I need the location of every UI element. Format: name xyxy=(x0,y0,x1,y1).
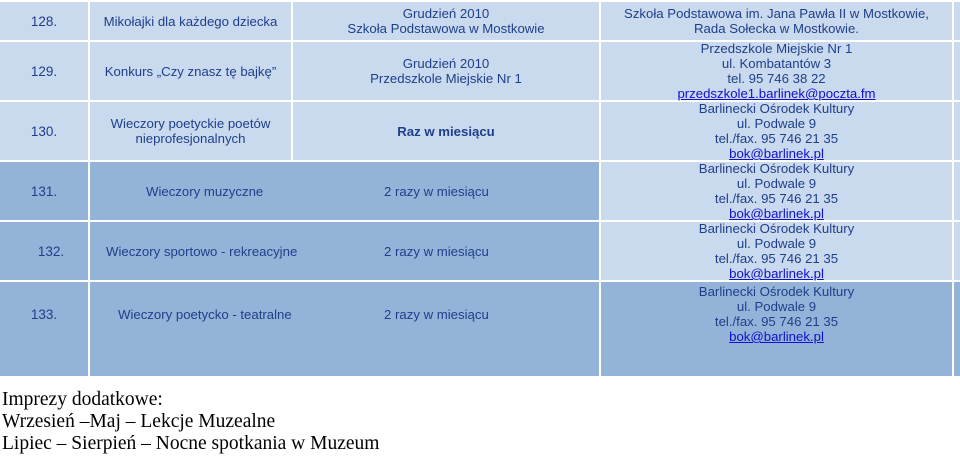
event-name: Konkurs „Czy znasz tę bajkę” xyxy=(104,63,277,79)
event-date-line: Przedszkole Miejskie Nr 1 xyxy=(370,71,522,86)
organizer-line: tel./fax. 95 746 21 35 xyxy=(714,191,839,206)
event-frequency: 2 razy w miesiącu xyxy=(384,183,489,199)
event-name: Wieczory poetycko - teatralne xyxy=(118,306,292,322)
organizer-line: ul. Kombatantów 3 xyxy=(721,56,832,71)
additional-events xyxy=(2,389,379,455)
event-frequency: 2 razy w miesiącu xyxy=(384,306,489,322)
event-frequency: 2 razy w miesiącu xyxy=(384,243,489,259)
row-number: 129. xyxy=(30,63,58,79)
organizer xyxy=(601,102,952,160)
organizer-line: Barlinecki Ośrodek Kultury xyxy=(698,101,855,116)
organizer xyxy=(601,222,952,280)
organizer xyxy=(601,2,952,40)
organizer-line: Przedszkole Miejskie Nr 1 xyxy=(700,41,853,56)
organizer-email-link[interactable]: bok@barlinek.pl xyxy=(729,146,824,161)
event-name-line: nieprofesjonalnych xyxy=(135,131,246,146)
event-date xyxy=(293,2,599,40)
event-name: Mikołajki dla każdego dziecka xyxy=(103,13,278,29)
organizer xyxy=(601,42,952,100)
organizer-line: Szkoła Podstawowa im. Jana Pawła II w Mostkowie, xyxy=(624,6,929,21)
organizer xyxy=(601,162,952,220)
organizer-line: tel. 95 746 38 22 xyxy=(727,71,826,86)
event-frequency: Raz w miesiącu xyxy=(397,123,495,139)
grid-line xyxy=(952,0,954,378)
organizer-email-link[interactable]: bok@barlinek.pl xyxy=(729,266,824,281)
organizer xyxy=(601,282,952,346)
additional-event-line: Lipiec – Sierpień – Nocne spotkania w Muzeum xyxy=(2,433,380,454)
grid-line xyxy=(0,376,960,378)
row-number: 133. xyxy=(30,306,58,322)
event-date-line: Grudzień 2010 xyxy=(402,56,490,71)
organizer-line: ul. Podwale 9 xyxy=(736,236,817,251)
organizer-line: tel./fax. 95 746 21 35 xyxy=(714,131,839,146)
event-date-line: Grudzień 2010 xyxy=(402,6,490,21)
organizer-line: tel./fax. 95 746 21 35 xyxy=(714,251,839,266)
row-number: 130. xyxy=(30,123,58,139)
organizer-line: Barlinecki Ośrodek Kultury xyxy=(698,161,855,176)
row-number: 128. xyxy=(30,13,58,29)
additional-event-line: Wrzesień –Maj – Lekcje Muzealne xyxy=(2,411,276,432)
additional-events-heading: Imprezy dodatkowe: xyxy=(2,389,163,410)
organizer-email-link[interactable]: bok@barlinek.pl xyxy=(729,206,824,221)
organizer-line: ul. Podwale 9 xyxy=(736,176,817,191)
event-name: Wieczory muzyczne xyxy=(146,183,264,199)
event-date xyxy=(293,42,599,100)
organizer-line: tel./fax. 95 746 21 35 xyxy=(714,314,839,329)
organizer-line: Rada Sołecka w Mostkowie. xyxy=(694,21,859,36)
event-date-line: Szkoła Podstawowa w Mostkowie xyxy=(347,21,545,36)
organizer-line: Barlinecki Ośrodek Kultury xyxy=(698,284,855,299)
row-number: 131. xyxy=(30,183,58,199)
event-name xyxy=(90,102,291,160)
event-name: Wieczory sportowo - rekreacyjne xyxy=(106,243,298,259)
organizer-line: ul. Podwale 9 xyxy=(736,116,817,131)
organizer-line: ul. Podwale 9 xyxy=(736,299,817,314)
event-name-line: Wieczory poetyckie poetów xyxy=(110,116,271,131)
organizer-email-link[interactable]: bok@barlinek.pl xyxy=(729,329,824,344)
row-number: 132. xyxy=(37,243,65,259)
organizer-line: Barlinecki Ośrodek Kultury xyxy=(698,221,855,236)
organizer-email-link[interactable]: przedszkole1.barlinek@poczta.fm xyxy=(677,86,876,101)
